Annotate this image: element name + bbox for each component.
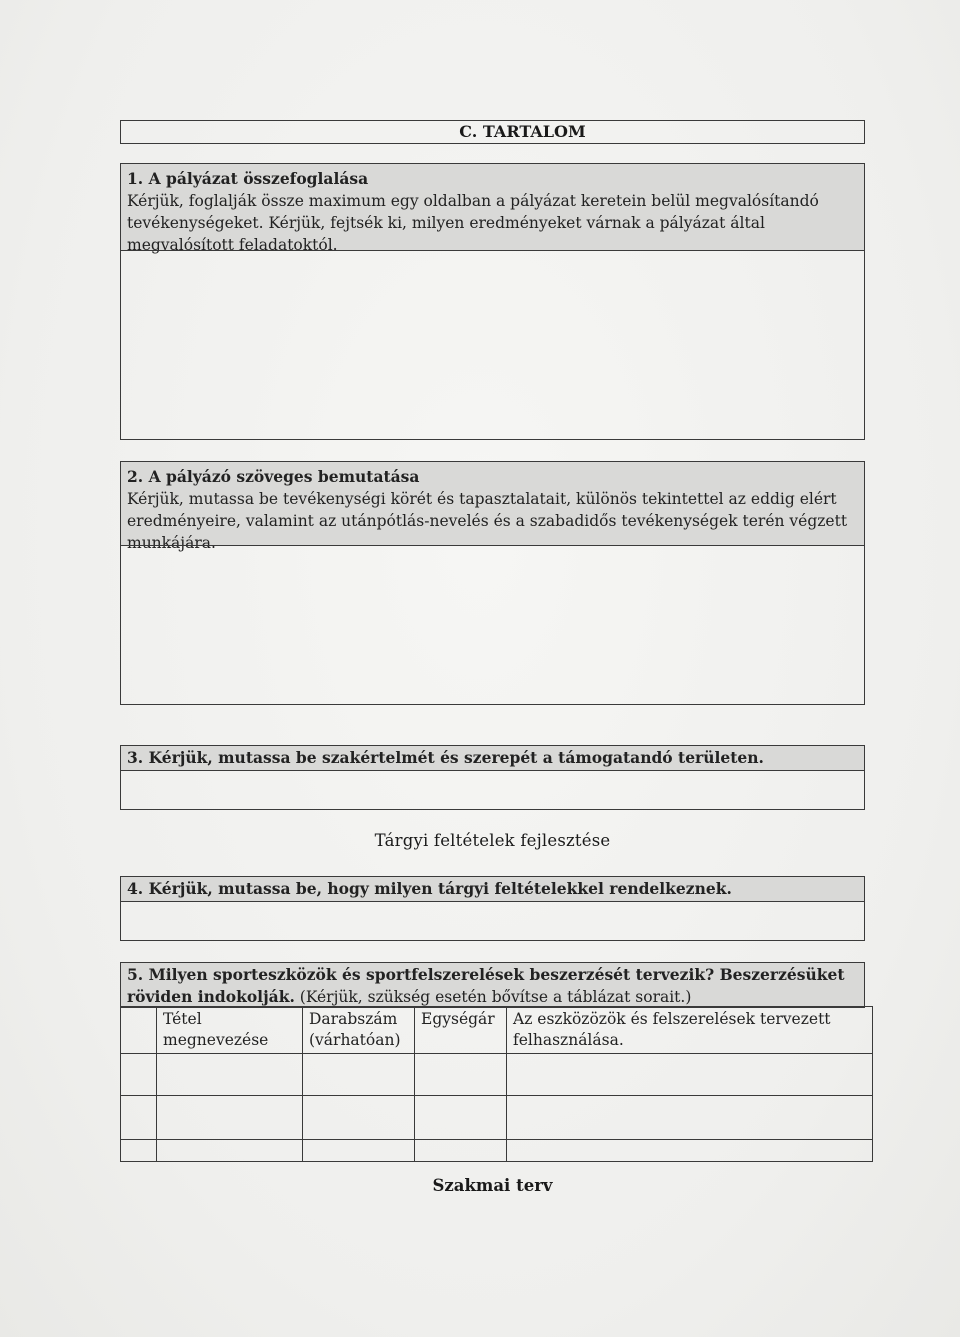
q5-title: 5. Milyen sporteszközök és sportfelszerelések beszerzését tervezik? Beszerzésüket röviden indokolják. [127,965,845,1006]
column-header-quantity: Darabszám (várhatóan) [303,1007,415,1054]
q1-header [120,163,865,254]
table-cell[interactable] [121,1140,157,1162]
q4-header [120,876,865,902]
section-title-box [120,120,865,144]
q4-title: 4. Kérjük, mutassa be, hogy milyen tárgyi feltételekkel rendelkeznek. [127,879,732,898]
table-cell[interactable] [121,1096,157,1140]
q2-instructions: Kérjük, mutassa be tevékenységi körét és tapasztalatait, különös tekintettel az eddig elért eredményeire, valamint az utánpótlás-nevelés és a szabadidős tevékenységek terén végzett munkájára. [127,490,848,552]
q1-instructions: Kérjük, foglalják össze maximum egy oldalban a pályázat keretein belül megvalósítandó tevékenységeket. Kérjük, fejtsék ki, milyen eredményeket várnak a pályázat által megvalósított feladatoktól. [127,192,819,254]
column-header-unit-price: Egységár [415,1007,507,1054]
table-blank-cell [121,1007,157,1054]
table-header-row [121,1007,873,1054]
table-cell[interactable] [157,1054,303,1096]
table-cell[interactable] [121,1054,157,1096]
table-cell[interactable] [303,1054,415,1096]
table-row [121,1054,873,1096]
table-row [121,1140,873,1162]
q2-answer-field[interactable] [120,545,865,705]
section-title: C. TARTALOM [459,122,586,141]
subsection-title: Tárgyi feltételek fejlesztése [374,831,611,850]
q3-header [120,745,865,771]
table-cell[interactable] [415,1096,507,1140]
q4-answer-field[interactable] [120,901,865,941]
q3-title: 3. Kérjük, mutassa be szakértelmét és szerepét a támogatandó területen. [127,748,764,767]
q5-instructions: (Kérjük, szükség esetén bővítse a táblázat sorait.) [299,988,692,1006]
table-cell[interactable] [507,1140,873,1162]
q1-title: 1. A pályázat összefoglalása [127,169,369,188]
q2-header [120,461,865,552]
table-cell[interactable] [507,1054,873,1096]
footer-title: Szakmai terv [432,1176,553,1195]
table-cell[interactable] [303,1140,415,1162]
column-header-planned-use: Az eszközözök és felszerelések tervezett felhasználása. [507,1007,873,1054]
equipment-table [120,1006,873,1162]
q2-title: 2. A pályázó szöveges bemutatása [127,467,420,486]
column-header-item-name: Tétel megnevezése [157,1007,303,1054]
table-cell[interactable] [157,1140,303,1162]
table-cell[interactable] [415,1140,507,1162]
table-cell[interactable] [415,1054,507,1096]
q5-header [120,962,865,1008]
q1-answer-field[interactable] [120,250,865,440]
table-cell[interactable] [157,1096,303,1140]
table-cell[interactable] [303,1096,415,1140]
table-row [121,1096,873,1140]
table-cell[interactable] [507,1096,873,1140]
q3-answer-field[interactable] [120,770,865,810]
